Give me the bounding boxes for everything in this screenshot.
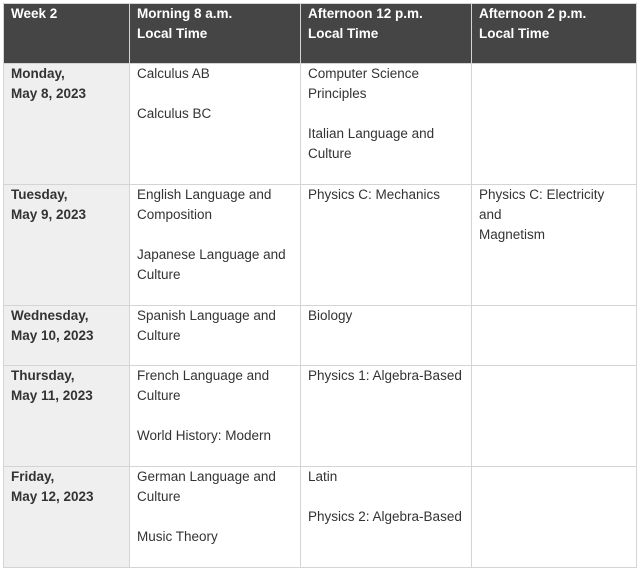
header-line: Afternoon 2 p.m. [479, 6, 587, 21]
day-label-line: Monday, [11, 66, 65, 81]
morning-cell [130, 185, 301, 306]
header-line: Afternoon 12 p.m. [308, 6, 423, 21]
noon-cell [301, 467, 472, 568]
day-cell [4, 467, 130, 568]
header-afternoon [472, 4, 637, 64]
header-line: Morning 8 a.m. [137, 6, 233, 21]
afternoon-cell [472, 64, 637, 185]
exam-name-line: German Language and [137, 469, 276, 484]
header-row [4, 4, 637, 64]
exam-name-line: Physics 2: Algebra-Based [308, 509, 462, 524]
noon-cell [301, 64, 472, 185]
exam-name-line: Music Theory [137, 529, 218, 544]
day-cell [4, 306, 130, 366]
exam-name-line: Physics C: Mechanics [308, 187, 441, 202]
exam-name-line: Italian Language and [308, 126, 435, 141]
exam-entry [308, 185, 464, 205]
day-cell [4, 64, 130, 185]
exam-entry [137, 467, 293, 507]
table-row [4, 64, 637, 185]
exam-name-line: Composition [137, 207, 213, 222]
exam-name-line: World History: Modern [137, 428, 272, 443]
exam-entry [137, 104, 293, 124]
noon-cell [301, 185, 472, 306]
day-label-line: Wednesday, [11, 308, 89, 323]
exam-entry [137, 64, 293, 84]
header-line: Local Time [479, 26, 550, 41]
table-row [4, 366, 637, 467]
exam-entry [137, 306, 293, 346]
day-cell [4, 185, 130, 306]
header-morning [130, 4, 301, 64]
exam-name-line: Latin [308, 469, 338, 484]
exam-entry [137, 245, 293, 285]
exam-entry [308, 64, 464, 104]
exam-entry [308, 467, 464, 487]
morning-cell [130, 64, 301, 185]
exam-schedule-table [3, 3, 637, 568]
day-label-line: May 12, 2023 [11, 489, 94, 504]
morning-cell [130, 467, 301, 568]
day-label-line: May 8, 2023 [11, 86, 87, 101]
day-label-line: May 10, 2023 [11, 328, 94, 343]
day-label-line: May 9, 2023 [11, 207, 87, 222]
afternoon-cell [472, 366, 637, 467]
exam-entry [137, 366, 293, 406]
table-row [4, 306, 637, 366]
exam-entry [308, 306, 464, 326]
afternoon-cell [472, 185, 637, 306]
day-label-line: Friday, [11, 469, 55, 484]
exam-name-line: Culture [137, 388, 181, 403]
table-row [4, 185, 637, 306]
exam-name-line: Principles [308, 86, 367, 101]
exam-name-line: Biology [308, 308, 353, 323]
exam-name-line: Calculus BC [137, 106, 212, 121]
exam-name-line: Magnetism [479, 227, 546, 242]
exam-name-line: Culture [137, 328, 181, 343]
morning-cell [130, 306, 301, 366]
header-noon [301, 4, 472, 64]
exam-name-line: Physics 1: Algebra-Based [308, 368, 462, 383]
exam-name-line: Spanish Language and [137, 308, 276, 323]
day-cell [4, 366, 130, 467]
exam-name-line: Japanese Language and [137, 247, 286, 262]
exam-entry [308, 507, 464, 527]
exam-entry [137, 426, 293, 446]
exam-name-line: Culture [308, 146, 352, 161]
exam-name-line: Culture [137, 489, 181, 504]
day-label-line: May 11, 2023 [11, 388, 93, 403]
header-week [4, 4, 130, 64]
afternoon-cell [472, 306, 637, 366]
afternoon-cell [472, 467, 637, 568]
exam-name-line: Calculus AB [137, 66, 210, 81]
header-line: Local Time [308, 26, 379, 41]
exam-name-line: French Language and [137, 368, 270, 383]
exam-name-line: Culture [137, 267, 181, 282]
day-label-line: Thursday, [11, 368, 75, 383]
exam-name-line: Computer Science [308, 66, 420, 81]
header-line: Week 2 [11, 6, 58, 21]
exam-entry [308, 366, 464, 386]
table-row [4, 467, 637, 568]
noon-cell [301, 366, 472, 467]
header-line: Local Time [137, 26, 208, 41]
day-label-line: Tuesday, [11, 187, 68, 202]
exam-entry [308, 124, 464, 164]
exam-name-line: Physics C: Electricity and [479, 187, 605, 222]
exam-name-line: English Language and [137, 187, 272, 202]
exam-entry [137, 527, 293, 547]
exam-entry [137, 185, 293, 225]
noon-cell [301, 306, 472, 366]
morning-cell [130, 366, 301, 467]
exam-entry [479, 185, 629, 245]
